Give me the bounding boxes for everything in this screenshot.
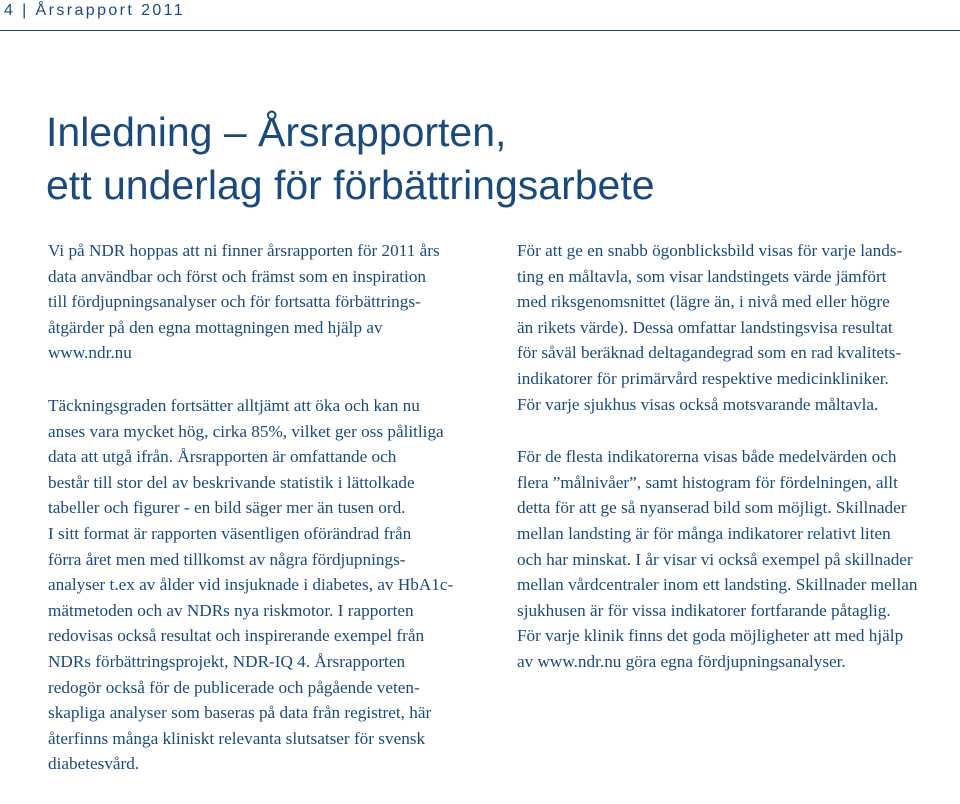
text-line: analyser t.ex av ålder vid insjuknade i diabetes, av HbA1c-	[48, 575, 454, 595]
left-paragraph-2	[48, 393, 488, 777]
text-line: data att utgå ifrån. Årsrapporten är omfattande och	[48, 447, 397, 467]
text-line: tabeller och figurer - en bild säger mer än tusen ord.	[48, 498, 406, 518]
text-line: av www.ndr.nu göra egna fördjupningsanalyser.	[517, 651, 846, 671]
right-column	[517, 238, 957, 702]
text-line: mellan landsting är för många indikatorer relativt liten	[517, 523, 891, 543]
left-paragraph-1	[48, 238, 488, 366]
text-line: ting en måltavla, som visar landstingets värde jämfört	[517, 266, 887, 286]
text-line: består till stor del av beskrivande statistik i lättolkade	[48, 472, 415, 492]
text-line: och har minskat. I år visar vi också exempel på skillnader	[517, 549, 913, 569]
text-line: återfinns många kliniskt relevanta slutsatser för svensk	[48, 728, 426, 748]
text-line: diabetesvård.	[48, 754, 140, 774]
text-line: sjukhusen är för vissa indikatorer fortfarande påtaglig.	[517, 600, 891, 620]
text-line: Vi på NDR hoppas att ni finner årsrapporten för 2011 års	[48, 241, 440, 260]
right-paragraph-2	[517, 444, 957, 674]
text-line: åtgärder på den egna mottagningen med hjälp av	[48, 317, 383, 337]
page-header	[0, 0, 960, 32]
text-line: I sitt format är rapporten väsentligen oförändrad från	[48, 523, 412, 543]
text-line: indikatorer för primärvård respektive medicinkliniker.	[517, 368, 889, 388]
text-line: För varje klinik finns det goda möjligheter att med hjälp	[517, 626, 904, 646]
text-line: flera ”målnivåer”, samt histogram för fördelningen, allt	[517, 472, 898, 492]
text-line: redovisas också resultat och inspirerande exempel från	[48, 626, 425, 646]
text-line: med riksgenomsnittet (lägre än, i nivå med eller högre	[517, 292, 890, 312]
text-line: detta för att ge så nyanserad bild som möjligt. Skillnader	[517, 498, 907, 518]
text-line: data användbar och först och främst som en inspiration	[48, 266, 427, 286]
text-line: till fördjupningsanalyser och för fortsatta förbättrings-	[48, 292, 421, 312]
text-line: Täckningsgraden fortsätter alltjämt att öka och kan nu	[48, 395, 420, 415]
text-line: För varje sjukhus visas också motsvarande måltavla.	[517, 394, 879, 414]
title-line-2: ett underlag för förbättringsarbete	[46, 162, 655, 208]
running-head: 4 | Årsrapport 2011	[4, 2, 186, 19]
page-title	[46, 106, 946, 212]
right-paragraph-1	[517, 238, 957, 417]
text-line: För att ge en snabb ögonblicksbild visas för varje lands-	[517, 241, 903, 260]
text-line: skapliga analyser som baseras på data från registret, här	[48, 703, 432, 723]
text-line: För de flesta indikatorerna visas både medelvärden och	[517, 447, 897, 467]
text-line: mätmetoden och av NDRs nya riskmotor. I rapporten	[48, 600, 414, 620]
text-line: NDRs förbättringsprojekt, NDR-IQ 4. Årsrapporten	[48, 651, 406, 671]
text-line: www.ndr.nu	[48, 343, 132, 363]
text-line: mellan vårdcentraler inom ett landsting. Skillnader mellan	[517, 575, 918, 595]
text-line: anses vara mycket hög, cirka 85%, vilket ger oss pålitliga	[48, 421, 444, 441]
text-line: för såväl beräknad deltagandegrad som en rad kvalitets-	[517, 343, 902, 363]
header-rule	[0, 30, 960, 31]
title-line-1: Inledning – Årsrapporten,	[46, 109, 507, 155]
left-column	[48, 238, 488, 804]
text-line: än rikets värde). Dessa omfattar landstingsvisa resultat	[517, 317, 893, 337]
text-line: redogör också för de publicerade och pågående veten-	[48, 677, 420, 697]
text-line: förra året men med tillkomst av några fördjupnings-	[48, 549, 406, 569]
